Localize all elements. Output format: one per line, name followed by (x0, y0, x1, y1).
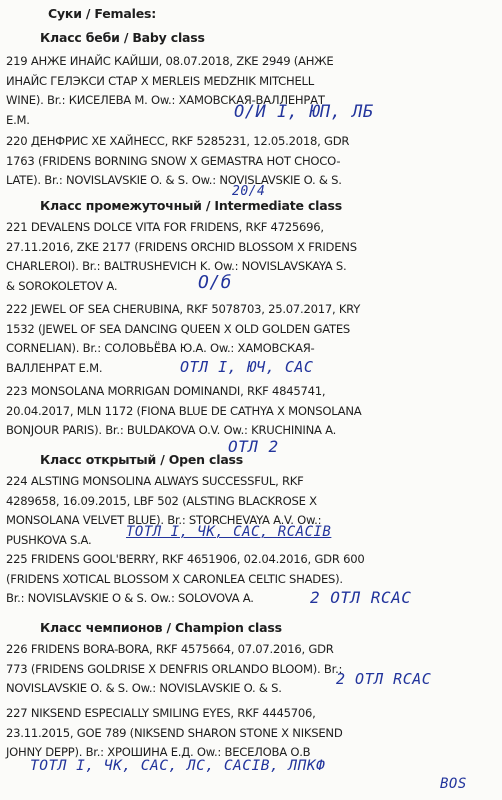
entry-line: NOVISLAVSKIE O. & S. Ow.: NOVISLAVSKIE O. & S. (6, 681, 282, 696)
entry-line: LATE). Br.: NOVISLAVSKIE O. & S. Ow.: NOVISLAVSKIE O. & S. (6, 173, 342, 188)
entry-line: PUSHKOVA S.A. (6, 532, 92, 547)
entry-line: 27.11.2016, ZKE 2177 (FRIDENS ORCHID BLOSSOM X FRIDENS (6, 239, 357, 254)
entry-line: 773 (FRIDENS GOLDRISE X DENFRIS ORLANDO BLOOM). Br.: (6, 661, 343, 676)
entry-line: ИНАЙС ГЕЛЭКСИ СТАР X MERLEIS MEDZHIK MITCHELL (6, 73, 314, 88)
entry-line: Br.: NOVISLAVSKIE O & S. Ow.: SOLOVOVA A. (6, 591, 254, 606)
handwritten-grade-221: О/б (198, 272, 233, 293)
entry-line: 220 ДЕНФРИС ХЕ ХАЙНЕСС, RKF 5285231, 12.05.2018, GDR (6, 134, 350, 148)
entry-line: 227 NIKSEND ESPECIALLY SMILING EYES, RKF 4445706, (6, 706, 316, 720)
handwritten-grade-226: 2 ОТЛ RCAC (336, 670, 432, 688)
entry-line: 226 FRIDENS BORA-BORA, RKF 4575664, 07.07.2016, GDR (6, 642, 334, 656)
entry-line: CORNELIAN). Br.: СОЛОВЬЁВА Ю.А. Ow.: ХАМОВСКАЯ- (6, 341, 315, 356)
handwritten-grade-227-bos: BOS (440, 776, 467, 792)
handwritten-grade-220: 20/4 (232, 184, 266, 199)
handwritten-grade-224: ТОТЛ I, ЧК, САС, RCACIB (126, 524, 332, 540)
entry-225 (6, 550, 494, 609)
entry-line: 1763 (FRIDENS BORNING SNOW X GEMASTRA HOT CHOCO- (6, 153, 341, 168)
entry-line: 225 FRIDENS GOOL'BERRY, RKF 4651906, 02.04.2016, GDR 600 (6, 552, 365, 566)
champion-class-heading: Класс чемпионов / Champion class (40, 620, 282, 635)
intermediate-class-heading: Класс промежуточный / Intermediate class (40, 198, 342, 213)
entry-line: MONSOLANA VELVET BLUE). Br.: STORCHEVAYA A.V. Ow.: (6, 513, 322, 528)
entry-line: CHARLEROI). Br.: BALTRUSHEVICH K. Ow.: NOVISLAVSKAYA S. (6, 259, 347, 274)
females-heading: Суки / Females: (48, 6, 157, 21)
entry-line: (FRIDENS XOTICAL BLOSSOM X CARONLEA CELTIC SHADES). (6, 571, 343, 586)
entry-line: Е.М. (6, 112, 30, 127)
handwritten-grade-219: О/И I, ЮП, ЛБ (234, 102, 374, 122)
entry-220 (6, 132, 494, 191)
entry-227 (6, 704, 494, 763)
entry-line: 1532 (JEWEL OF SEA DANCING QUEEN X OLD GOLDEN GATES (6, 321, 351, 336)
entry-line: ВАЛЛЕНРАТ Е.М. (6, 360, 103, 375)
entry-223 (6, 382, 494, 441)
handwritten-grade-227: ТОТЛ I, ЧК, САС, ЛС, CACIB, ЛПКФ (30, 758, 326, 774)
open-class-heading: Класс открытый / Open class (40, 452, 244, 467)
entry-line: 221 DEVALENS DOLCE VITA FOR FRIDENS, RKF 4725696, (6, 220, 324, 234)
entry-221 (6, 218, 494, 296)
entry-line: JOHNY DEPP). Br.: ХРОШИНА Е.Д. Ow.: ВЕСЕЛОВА О.В (6, 745, 311, 760)
handwritten-grade-222: ОТЛ I, ЮЧ, САС (180, 358, 314, 376)
entry-line: BONJOUR PARIS). Br.: BULDAKOVA O.V. Ow.: KRUCHININA A. (6, 423, 337, 438)
entry-line: 222 JEWEL OF SEA CHERUBINA, RKF 5078703, 25.07.2017, KRY (6, 302, 361, 316)
entry-line: & SOROKOLETOV A. (6, 278, 118, 293)
baby-class-heading: Класс беби / Baby class (40, 30, 205, 45)
entry-line: WINE). Br.: КИСЕЛЕВА М. Ow.: ХАМОВСКАЯ-ВАЛЛЕНРАТ (6, 93, 325, 108)
entry-line: 224 ALSTING MONSOLINA ALWAYS SUCCESSFUL, RKF (6, 474, 304, 488)
handwritten-grade-225: 2 ОТЛ RCAC (310, 588, 412, 607)
entry-line: 20.04.2017, MLN 1172 (FIONA BLUE DE CATHYA X MONSOLANA (6, 403, 362, 418)
entry-line: 219 АНЖЕ ИНАЙС КАЙШИ, 08.07.2018, ZKE 2949 (АНЖЕ (6, 54, 334, 68)
entry-line: 23.11.2015, GOE 789 (NIKSEND SHARON STONE X NIKSEND (6, 725, 343, 740)
entry-line: 223 MONSOLANA MORRIGAN DOMINANDI, RKF 4845741, (6, 384, 326, 398)
entry-line: 4289658, 16.09.2015, LBF 502 (ALSTING BLACKROSE X (6, 493, 317, 508)
handwritten-grade-223: ОТЛ 2 (228, 437, 279, 456)
